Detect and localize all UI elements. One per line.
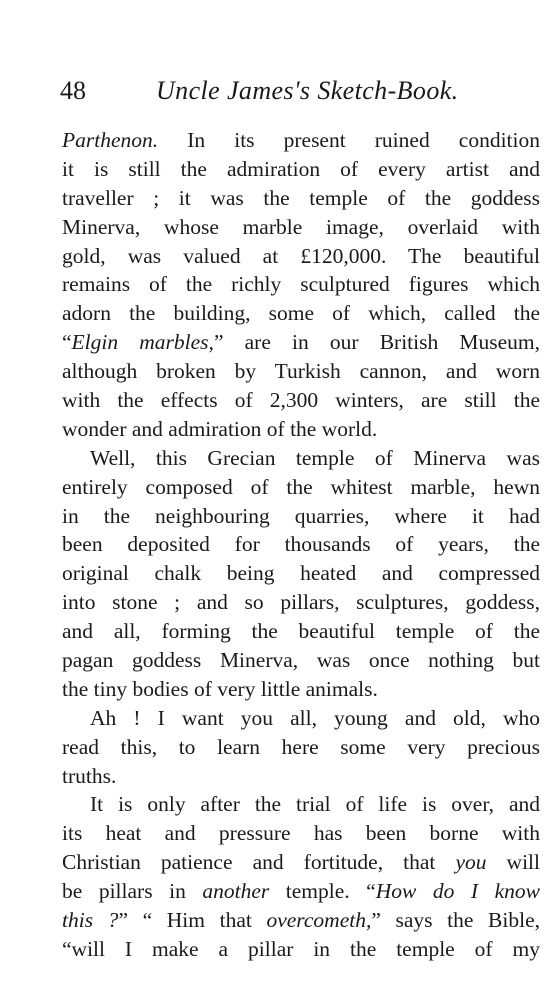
text-line: “will I make a pillar in the temple of my xyxy=(62,936,540,961)
text-line: adorn the building, some of which, called the xyxy=(62,301,540,326)
italic-word: you xyxy=(455,850,487,875)
line-text: ” says the Bible, xyxy=(371,908,540,933)
italic-word: another xyxy=(202,879,270,904)
text-line: it is still the admiration of every artist and xyxy=(62,156,540,181)
body-text xyxy=(62,126,540,964)
line-text: ” “ Him that xyxy=(118,908,267,933)
line-text: will xyxy=(486,850,540,875)
text-line: pagan goddess Minerva, was once nothing but xyxy=(62,648,540,673)
open-quote: “ xyxy=(62,330,72,355)
italic-phrase: How do I know xyxy=(375,879,540,904)
text-line: Ah ! I want you all, young and old, who xyxy=(90,705,540,730)
text-line xyxy=(62,906,540,935)
text-line: Minerva, whose marble image, overlaid with xyxy=(62,214,540,239)
page-number: 48 xyxy=(60,76,86,105)
text-line xyxy=(62,848,540,877)
text-line: and all, forming the beautiful temple of the xyxy=(62,619,540,644)
text-line: Well, this Grecian temple of Minerva was xyxy=(90,445,540,470)
italic-word: overcometh, xyxy=(266,908,372,933)
text-line: remains of the richly sculptured figures which xyxy=(62,272,540,297)
space xyxy=(158,128,187,152)
italic-phrase: this ? xyxy=(62,908,119,933)
text-line: wonder and admiration of the world. xyxy=(62,416,378,441)
text-line xyxy=(62,126,540,155)
text-line: read this, to learn here some very precious xyxy=(62,734,540,759)
running-title: Uncle James's Sketch-Book. xyxy=(156,76,459,105)
italic-word: Parthenon. xyxy=(62,128,159,152)
text-line: in the neighbouring quarries, where it had xyxy=(62,503,540,528)
line-text: temple. “ xyxy=(269,879,376,904)
text-line: with the effects of 2,300 winters, are still the xyxy=(62,388,540,413)
line-text: be pillars in xyxy=(62,879,203,904)
text-line xyxy=(62,328,540,357)
italic-phrase: Elgin marbles, xyxy=(71,330,214,355)
line-text: Christian patience and fortitude, that xyxy=(62,850,456,875)
text-line: been deposited for thousands of years, the xyxy=(62,532,540,557)
line-text: In its present ruined condition xyxy=(187,128,540,152)
text-line: truths. xyxy=(62,763,117,788)
text-line: traveller ; it was the temple of the goddess xyxy=(62,185,540,210)
text-line: It is only after the trial of life is over, and xyxy=(90,792,540,817)
text-line: gold, was valued at £120,000. The beautiful xyxy=(62,243,540,268)
running-head xyxy=(60,74,500,108)
text-line xyxy=(62,877,540,906)
text-line: although broken by Turkish cannon, and worn xyxy=(62,359,540,384)
text-line: into stone ; and so pillars, sculptures, goddess, xyxy=(62,590,540,615)
text-line: its heat and pressure has been borne with xyxy=(62,821,540,846)
text-line: the tiny bodies of very little animals. xyxy=(62,676,378,701)
line-text: ” are in our British Museum, xyxy=(213,330,540,355)
text-line: original chalk being heated and compressed xyxy=(62,561,540,586)
text-line: entirely composed of the whitest marble, hewn xyxy=(62,474,540,499)
